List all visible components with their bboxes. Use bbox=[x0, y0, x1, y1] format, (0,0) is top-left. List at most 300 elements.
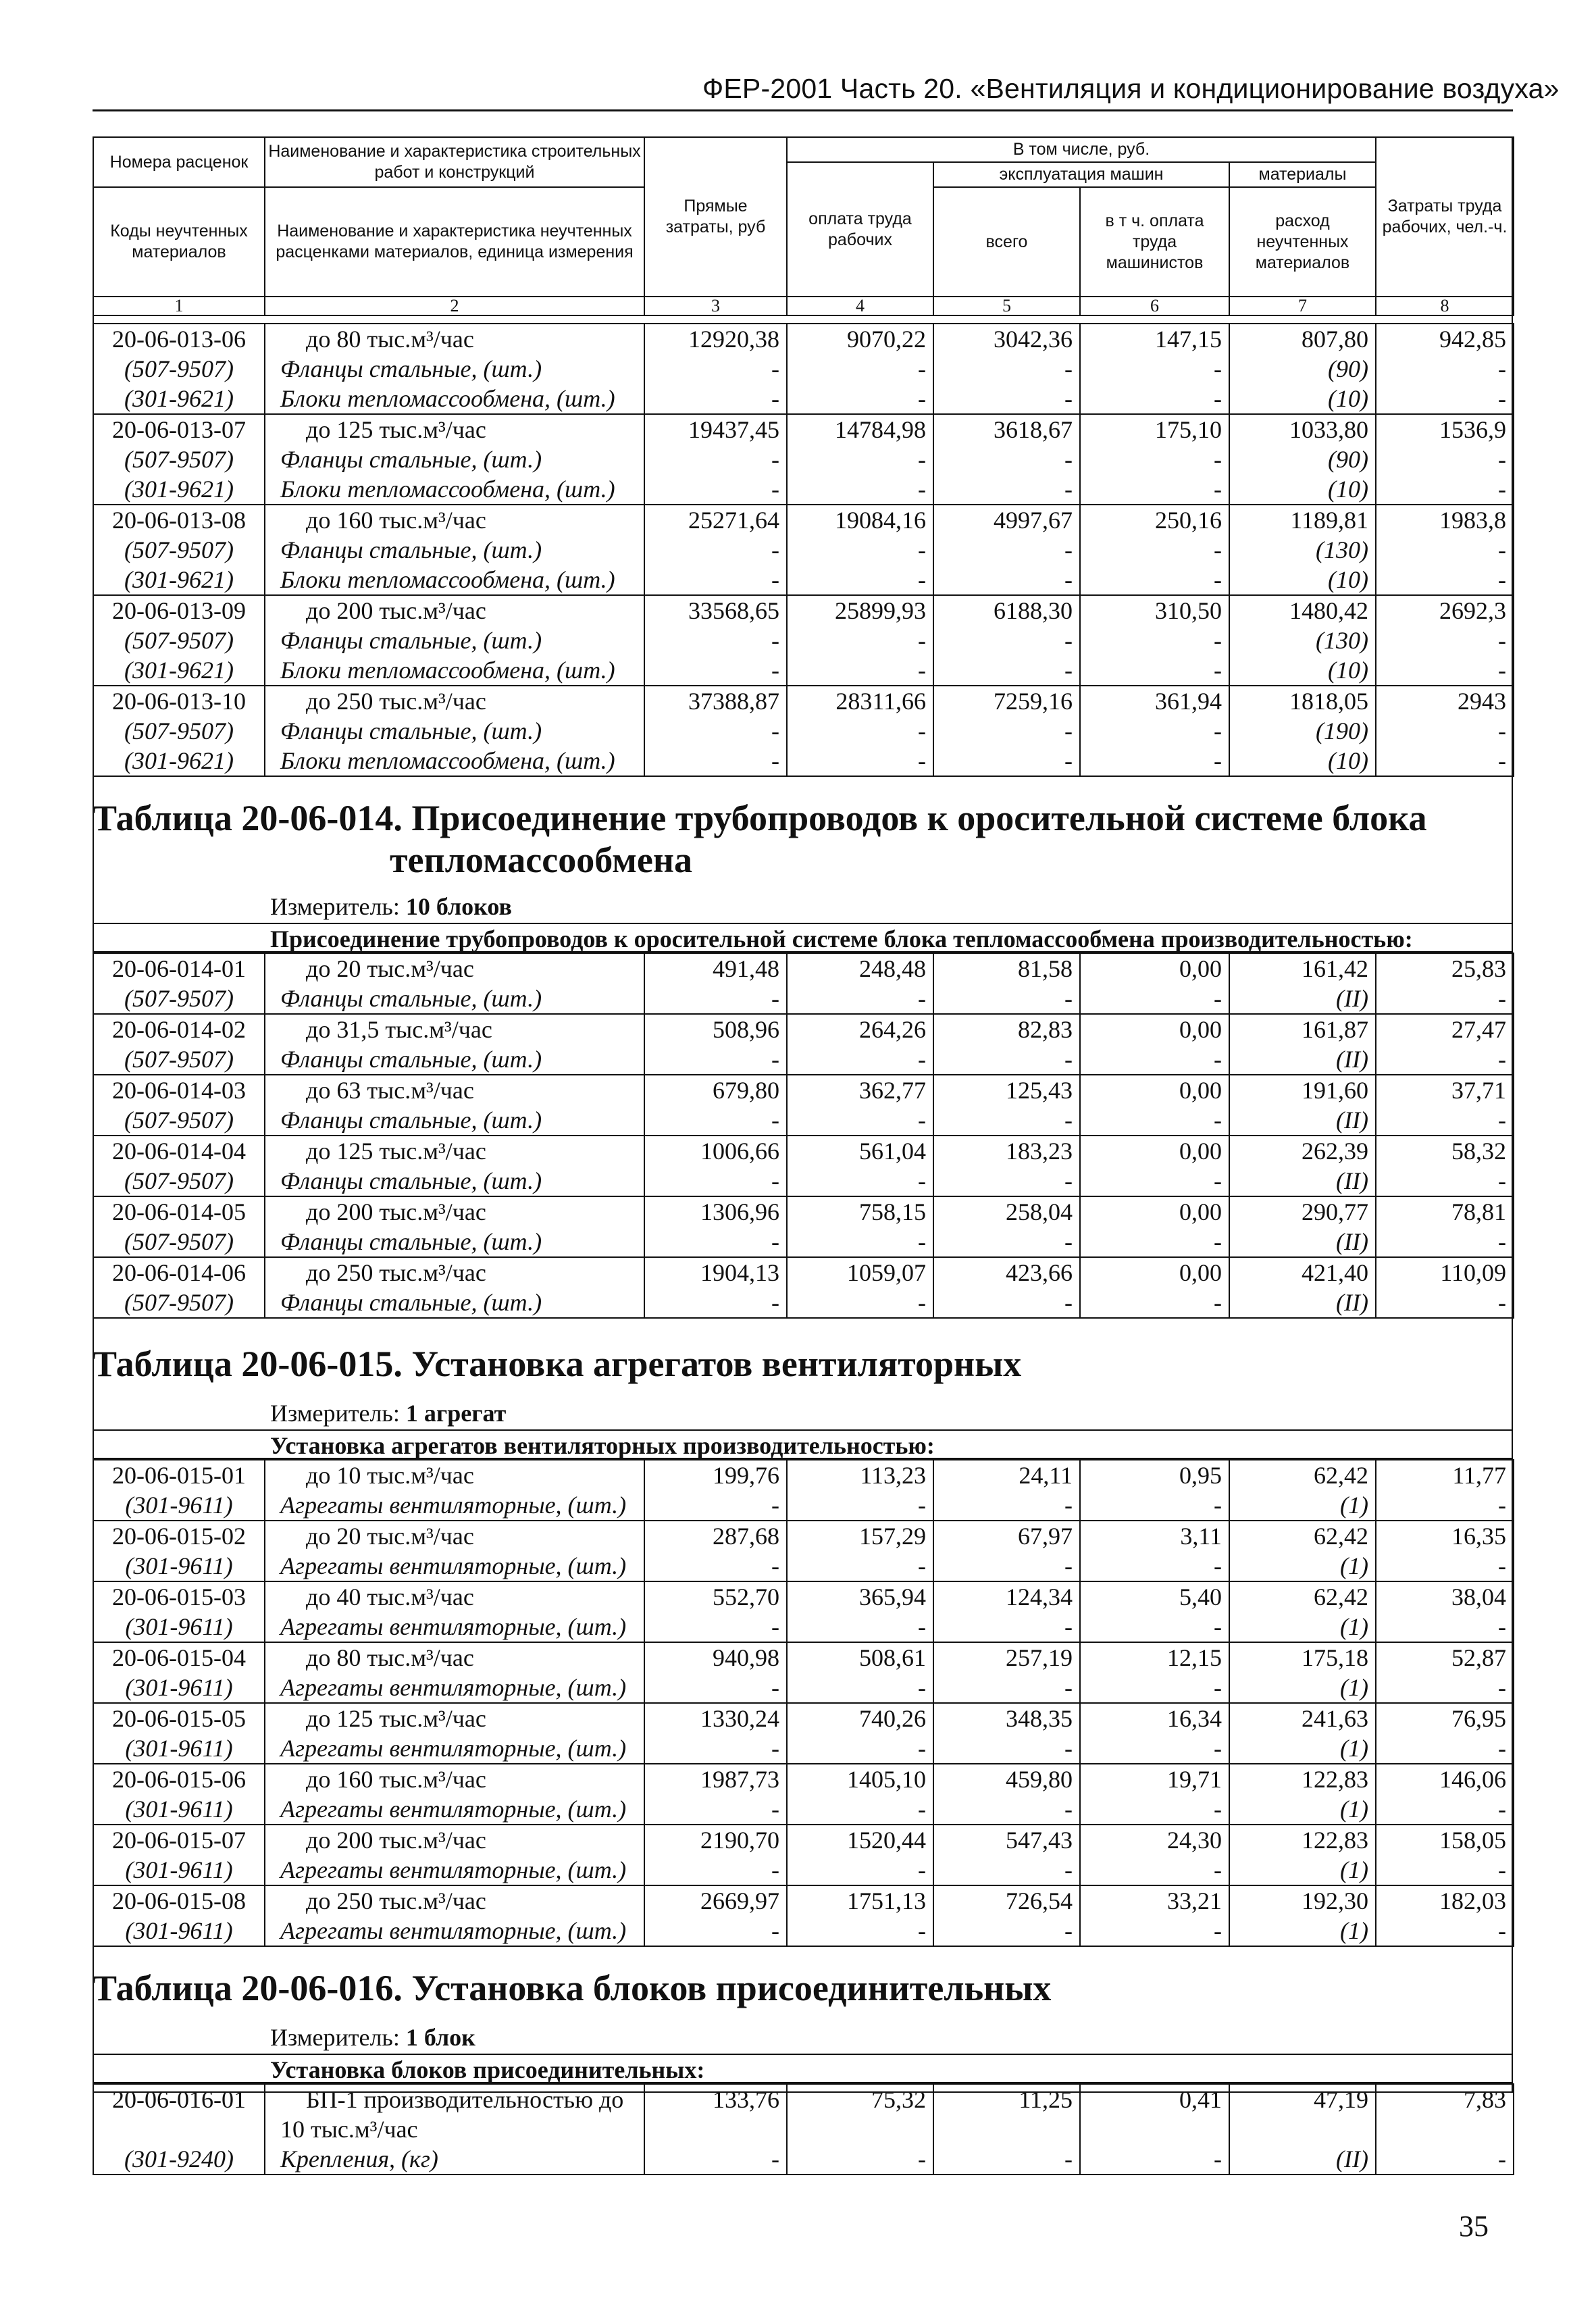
dash-cell: - bbox=[644, 1490, 787, 1521]
direct-costs-value: 552,70 bbox=[644, 1581, 787, 1612]
material-name: Фланцы стальные, (шт.) bbox=[265, 1044, 644, 1075]
machines-total-value: 423,66 bbox=[933, 1257, 1080, 1288]
materials-value: 62,42 bbox=[1229, 1521, 1376, 1551]
header-worker-pay: оплата труда рабочих bbox=[787, 162, 933, 297]
worker-pay-value: 157,29 bbox=[787, 1521, 933, 1551]
dash-cell: - bbox=[1376, 1916, 1514, 1946]
material-row bbox=[93, 1044, 1514, 1075]
dash-cell: - bbox=[787, 746, 933, 776]
material-code: (507-9507) bbox=[93, 1044, 265, 1075]
dash-cell: - bbox=[787, 1551, 933, 1581]
dash-cell: - bbox=[1080, 565, 1229, 595]
rate-code: 20-06-015-02 bbox=[93, 1521, 265, 1551]
header-machines: эксплуатация машин bbox=[933, 162, 1229, 187]
material-name: Агрегаты вентиляторные, (шт.) bbox=[265, 1794, 644, 1825]
dash-cell: - bbox=[1080, 984, 1229, 1014]
rate-row bbox=[93, 1885, 1514, 1916]
material-code: (301-9611) bbox=[93, 1855, 265, 1885]
header-unaccounted-materials: расход неучтенных материалов bbox=[1229, 187, 1376, 297]
meter-label: Измеритель: bbox=[270, 2024, 400, 2051]
material-row bbox=[93, 535, 1514, 565]
dash-cell: - bbox=[1376, 1227, 1514, 1257]
meter-label: Измеритель: bbox=[270, 1400, 400, 1427]
material-row bbox=[93, 1855, 1514, 1885]
material-row bbox=[93, 354, 1514, 384]
dash-cell: - bbox=[787, 1166, 933, 1196]
material-code: (507-9507) bbox=[93, 354, 265, 384]
material-code: (301-9611) bbox=[93, 1612, 265, 1642]
dash-cell: - bbox=[644, 1794, 787, 1825]
machines-total-value: 124,34 bbox=[933, 1581, 1080, 1612]
rate-row bbox=[93, 686, 1514, 716]
dash-cell: - bbox=[644, 2144, 787, 2175]
material-quantity: (10) bbox=[1229, 474, 1376, 505]
direct-costs-value: 1006,66 bbox=[644, 1136, 787, 1166]
dash-cell: - bbox=[644, 384, 787, 414]
dash-cell: - bbox=[933, 1166, 1080, 1196]
dash-cell: - bbox=[933, 1490, 1080, 1521]
dash-cell: - bbox=[1376, 354, 1514, 384]
direct-costs-value: 491,48 bbox=[644, 953, 787, 984]
direct-costs-value: 12920,38 bbox=[644, 324, 787, 354]
rate-code: 20-06-014-02 bbox=[93, 1014, 265, 1044]
dash-cell: - bbox=[1080, 1044, 1229, 1075]
rate-name: до 125 тыс.м³/час bbox=[265, 1136, 644, 1166]
worker-pay-value: 25899,93 bbox=[787, 595, 933, 626]
material-row bbox=[93, 444, 1514, 474]
header-labor-costs: Затраты труда рабочих, чел.-ч. bbox=[1376, 137, 1514, 297]
dash-cell: - bbox=[787, 1855, 933, 1885]
dash-cell: - bbox=[1080, 1166, 1229, 1196]
rate-code: 20-06-014-04 bbox=[93, 1136, 265, 1166]
materials-value: 262,39 bbox=[1229, 1136, 1376, 1166]
material-code: (301-9611) bbox=[93, 1794, 265, 1825]
operator-pay-value: 0,41 bbox=[1080, 2084, 1229, 2114]
dash-cell: - bbox=[644, 655, 787, 686]
material-row bbox=[93, 1794, 1514, 1825]
dash-cell: - bbox=[933, 535, 1080, 565]
labor-costs-value: 16,35 bbox=[1376, 1521, 1514, 1551]
column-header bbox=[93, 136, 1514, 316]
labor-costs-value: 25,83 bbox=[1376, 953, 1514, 984]
rate-name: до 80 тыс.м³/час bbox=[265, 324, 644, 354]
dash-cell: - bbox=[644, 474, 787, 505]
labor-costs-value: 1983,8 bbox=[1376, 505, 1514, 535]
worker-pay-value: 1059,07 bbox=[787, 1257, 933, 1288]
material-quantity: (II) bbox=[1229, 1166, 1376, 1196]
operator-pay-value: 147,15 bbox=[1080, 324, 1229, 354]
dash-cell: - bbox=[1376, 1612, 1514, 1642]
dash-cell: - bbox=[644, 1916, 787, 1946]
material-name: Фланцы стальные, (шт.) bbox=[265, 626, 644, 655]
meter-015 bbox=[270, 1400, 506, 1427]
operator-pay-value: 310,50 bbox=[1080, 595, 1229, 626]
section-heading-015 bbox=[93, 1429, 1513, 1459]
material-quantity: (1) bbox=[1229, 1612, 1376, 1642]
dash-cell: - bbox=[1376, 384, 1514, 414]
worker-pay-value: 561,04 bbox=[787, 1136, 933, 1166]
dash-cell: - bbox=[1080, 2144, 1229, 2175]
material-row bbox=[93, 984, 1514, 1014]
material-code: (301-9621) bbox=[93, 655, 265, 686]
dash-cell: - bbox=[644, 1551, 787, 1581]
dash-cell: - bbox=[787, 1673, 933, 1703]
dash-cell: - bbox=[1376, 1288, 1514, 1318]
operator-pay-value: 175,10 bbox=[1080, 414, 1229, 444]
material-quantity: (1) bbox=[1229, 1855, 1376, 1885]
material-quantity: (II) bbox=[1229, 1044, 1376, 1075]
header-operator-pay: в т ч. оплата труда машинистов bbox=[1080, 187, 1229, 297]
material-row bbox=[93, 1490, 1514, 1521]
machines-total-value: 81,58 bbox=[933, 953, 1080, 984]
material-quantity: (1) bbox=[1229, 1733, 1376, 1764]
dash-cell: - bbox=[644, 565, 787, 595]
table-title-line: тепломассообмена bbox=[390, 840, 693, 880]
direct-costs-value: 133,76 bbox=[644, 2084, 787, 2114]
rate-row bbox=[93, 414, 1514, 444]
rate-code: 20-06-015-05 bbox=[93, 1703, 265, 1733]
material-quantity: (130) bbox=[1229, 535, 1376, 565]
dash-cell: - bbox=[1376, 716, 1514, 746]
rate-row-continuation bbox=[93, 2114, 1514, 2144]
rate-row bbox=[93, 324, 1514, 354]
dash-cell: - bbox=[1080, 746, 1229, 776]
material-name: Агрегаты вентиляторные, (шт.) bbox=[265, 1673, 644, 1703]
rate-row bbox=[93, 1581, 1514, 1612]
table-20-06-014-rows bbox=[93, 952, 1514, 1319]
dash-cell: - bbox=[1376, 474, 1514, 505]
dash-cell: - bbox=[644, 444, 787, 474]
material-name: Агрегаты вентиляторные, (шт.) bbox=[265, 1733, 644, 1764]
dash-cell: - bbox=[933, 716, 1080, 746]
dash-cell: - bbox=[787, 1612, 933, 1642]
dash-cell: - bbox=[1080, 1794, 1229, 1825]
material-row bbox=[93, 1166, 1514, 1196]
material-code: (507-9507) bbox=[93, 1166, 265, 1196]
dash-cell: - bbox=[787, 655, 933, 686]
dash-cell: - bbox=[787, 354, 933, 384]
operator-pay-value: 5,40 bbox=[1080, 1581, 1229, 1612]
dash-cell: - bbox=[644, 1612, 787, 1642]
dash-cell: - bbox=[644, 1673, 787, 1703]
material-quantity: (II) bbox=[1229, 1288, 1376, 1318]
dash-cell: - bbox=[1080, 626, 1229, 655]
material-row bbox=[93, 716, 1514, 746]
section-heading-016 bbox=[93, 2054, 1513, 2083]
dash-cell: - bbox=[644, 1105, 787, 1136]
dash-cell: - bbox=[787, 1916, 933, 1946]
rate-code: 20-06-013-08 bbox=[93, 505, 265, 535]
table-title-line: Таблица 20-06-015. Установка агрегатов вентиляторных bbox=[93, 1344, 1022, 1384]
dash-cell: - bbox=[933, 354, 1080, 384]
direct-costs-value: 25271,64 bbox=[644, 505, 787, 535]
direct-costs-value: 1330,24 bbox=[644, 1703, 787, 1733]
rate-code: 20-06-015-04 bbox=[93, 1642, 265, 1673]
dash-cell: - bbox=[1376, 655, 1514, 686]
dash-cell: - bbox=[644, 1855, 787, 1885]
col-number: 4 bbox=[787, 297, 933, 315]
dash-cell: - bbox=[1376, 1490, 1514, 1521]
direct-costs-value: 1904,13 bbox=[644, 1257, 787, 1288]
dash-cell: - bbox=[933, 1733, 1080, 1764]
dash-cell: - bbox=[644, 535, 787, 565]
dash-cell: - bbox=[1376, 444, 1514, 474]
material-quantity: (130) bbox=[1229, 626, 1376, 655]
rate-row bbox=[93, 1825, 1514, 1855]
dash-cell: - bbox=[1080, 535, 1229, 565]
worker-pay-value: 9070,22 bbox=[787, 324, 933, 354]
operator-pay-value: 250,16 bbox=[1080, 505, 1229, 535]
rate-name: до 125 тыс.м³/час bbox=[265, 1703, 644, 1733]
material-quantity: (190) bbox=[1229, 716, 1376, 746]
material-row bbox=[93, 565, 1514, 595]
direct-costs-value: 287,68 bbox=[644, 1521, 787, 1551]
section-heading-014 bbox=[93, 923, 1513, 952]
dash-cell: - bbox=[787, 984, 933, 1014]
operator-pay-value: 361,94 bbox=[1080, 686, 1229, 716]
rate-row bbox=[93, 1521, 1514, 1551]
rate-row bbox=[93, 505, 1514, 535]
worker-pay-value: 362,77 bbox=[787, 1075, 933, 1105]
operator-pay-value: 24,30 bbox=[1080, 1825, 1229, 1855]
material-code: (301-9611) bbox=[93, 1916, 265, 1946]
table-title-014 bbox=[93, 797, 1426, 881]
rate-code: 20-06-014-03 bbox=[93, 1075, 265, 1105]
direct-costs-value: 1987,73 bbox=[644, 1764, 787, 1794]
dash-cell: - bbox=[787, 535, 933, 565]
machines-total-value: 726,54 bbox=[933, 1885, 1080, 1916]
machines-total-value: 3618,67 bbox=[933, 414, 1080, 444]
dash-cell: - bbox=[787, 384, 933, 414]
machines-total-value: 258,04 bbox=[933, 1196, 1080, 1227]
rate-name: до 250 тыс.м³/час bbox=[265, 1885, 644, 1916]
labor-costs-value: 158,05 bbox=[1376, 1825, 1514, 1855]
col-number: 8 bbox=[1376, 297, 1514, 315]
operator-pay-value: 16,34 bbox=[1080, 1703, 1229, 1733]
materials-value: 161,42 bbox=[1229, 953, 1376, 984]
header-material-names: Наименование и характеристика неучтенных расценками материалов, единица измерения bbox=[265, 187, 644, 297]
meter-value: 10 блоков bbox=[405, 893, 512, 920]
material-quantity: (II) bbox=[1229, 1105, 1376, 1136]
header-including: В том числе, руб. bbox=[787, 137, 1376, 162]
rate-code: 20-06-014-05 bbox=[93, 1196, 265, 1227]
rate-name: до 250 тыс.м³/час bbox=[265, 1257, 644, 1288]
rate-name: до 125 тыс.м³/час bbox=[265, 414, 644, 444]
operator-pay-value: 19,71 bbox=[1080, 1764, 1229, 1794]
direct-costs-value: 33568,65 bbox=[644, 595, 787, 626]
rate-code: 20-06-016-01 bbox=[93, 2084, 265, 2114]
dash-cell: - bbox=[1080, 1105, 1229, 1136]
rate-name: БП-1 производительностью до bbox=[265, 2084, 644, 2114]
dash-cell: - bbox=[1080, 1612, 1229, 1642]
direct-costs-value: 37388,87 bbox=[644, 686, 787, 716]
dash-cell: - bbox=[1376, 1673, 1514, 1703]
labor-costs-value: 1536,9 bbox=[1376, 414, 1514, 444]
labor-costs-value: 11,77 bbox=[1376, 1460, 1514, 1490]
rate-name: до 200 тыс.м³/час bbox=[265, 1825, 644, 1855]
dash-cell: - bbox=[1080, 354, 1229, 384]
material-name: Фланцы стальные, (шт.) bbox=[265, 1166, 644, 1196]
operator-pay-value: 0,00 bbox=[1080, 953, 1229, 984]
dash-cell: - bbox=[1376, 1551, 1514, 1581]
worker-pay-value: 758,15 bbox=[787, 1196, 933, 1227]
material-code: (301-9611) bbox=[93, 1490, 265, 1521]
dash-cell: - bbox=[1080, 1288, 1229, 1318]
rate-row bbox=[93, 1196, 1514, 1227]
rate-name: до 31,5 тыс.м³/час bbox=[265, 1014, 644, 1044]
meter-016 bbox=[270, 2024, 475, 2051]
rate-name: до 10 тыс.м³/час bbox=[265, 1460, 644, 1490]
header-rule bbox=[93, 109, 1513, 111]
material-quantity: (1) bbox=[1229, 1794, 1376, 1825]
material-row bbox=[93, 1733, 1514, 1764]
material-quantity: (90) bbox=[1229, 354, 1376, 384]
rate-name: до 63 тыс.м³/час bbox=[265, 1075, 644, 1105]
materials-value: 191,60 bbox=[1229, 1075, 1376, 1105]
col-number: 2 bbox=[265, 297, 644, 315]
rate-row bbox=[93, 1703, 1514, 1733]
direct-costs-value: 508,96 bbox=[644, 1014, 787, 1044]
labor-costs-value: 110,09 bbox=[1376, 1257, 1514, 1288]
dash-cell: - bbox=[644, 984, 787, 1014]
dash-cell: - bbox=[1376, 1855, 1514, 1885]
worker-pay-value: 1751,13 bbox=[787, 1885, 933, 1916]
material-name: Фланцы стальные, (шт.) bbox=[265, 444, 644, 474]
table-title-016 bbox=[93, 1967, 1051, 2009]
dash-cell: - bbox=[1376, 1105, 1514, 1136]
labor-costs-value: 2943 bbox=[1376, 686, 1514, 716]
material-name: Агрегаты вентиляторные, (шт.) bbox=[265, 1490, 644, 1521]
dash-cell: - bbox=[933, 1916, 1080, 1946]
worker-pay-value: 1405,10 bbox=[787, 1764, 933, 1794]
material-row bbox=[93, 1612, 1514, 1642]
dash-cell: - bbox=[787, 1105, 933, 1136]
material-row bbox=[93, 626, 1514, 655]
materials-value: 1480,42 bbox=[1229, 595, 1376, 626]
header-rate-numbers: Номера расценок bbox=[93, 137, 265, 187]
dash-cell: - bbox=[1080, 384, 1229, 414]
dash-cell: - bbox=[1376, 984, 1514, 1014]
worker-pay-value: 113,23 bbox=[787, 1460, 933, 1490]
material-row bbox=[93, 1673, 1514, 1703]
material-row bbox=[93, 655, 1514, 686]
material-quantity: (II) bbox=[1229, 984, 1376, 1014]
worker-pay-value: 75,32 bbox=[787, 2084, 933, 2114]
material-row bbox=[93, 1551, 1514, 1581]
dash-cell: - bbox=[933, 1794, 1080, 1825]
operator-pay-value: 0,00 bbox=[1080, 1075, 1229, 1105]
dash-cell: - bbox=[1376, 746, 1514, 776]
material-quantity: (II) bbox=[1229, 2144, 1376, 2175]
col-number: 6 bbox=[1080, 297, 1229, 315]
material-name: Фланцы стальные, (шт.) bbox=[265, 1288, 644, 1318]
dash-cell: - bbox=[644, 1288, 787, 1318]
labor-costs-value: 76,95 bbox=[1376, 1703, 1514, 1733]
table-20-06-015-rows bbox=[93, 1459, 1514, 1947]
dash-cell: - bbox=[933, 1227, 1080, 1257]
material-code: (507-9507) bbox=[93, 626, 265, 655]
operator-pay-value: 0,00 bbox=[1080, 1257, 1229, 1288]
rate-name: до 20 тыс.м³/час bbox=[265, 953, 644, 984]
rate-row bbox=[93, 1257, 1514, 1288]
machines-total-value: 257,19 bbox=[933, 1642, 1080, 1673]
dash-cell: - bbox=[1376, 535, 1514, 565]
material-quantity: (1) bbox=[1229, 1916, 1376, 1946]
worker-pay-value: 19084,16 bbox=[787, 505, 933, 535]
material-row bbox=[93, 746, 1514, 776]
rate-row bbox=[93, 953, 1514, 984]
machines-total-value: 183,23 bbox=[933, 1136, 1080, 1166]
col-number: 5 bbox=[933, 297, 1080, 315]
material-name: Агрегаты вентиляторные, (шт.) bbox=[265, 1612, 644, 1642]
labor-costs-value: 146,06 bbox=[1376, 1764, 1514, 1794]
machines-total-value: 547,43 bbox=[933, 1825, 1080, 1855]
meter-014 bbox=[270, 893, 512, 920]
table-20-06-016-rows bbox=[93, 2083, 1514, 2175]
materials-value: 62,42 bbox=[1229, 1581, 1376, 1612]
col-number: 7 bbox=[1229, 297, 1376, 315]
rate-row bbox=[93, 1764, 1514, 1794]
machines-total-value: 125,43 bbox=[933, 1075, 1080, 1105]
worker-pay-value: 264,26 bbox=[787, 1014, 933, 1044]
labor-costs-value: 52,87 bbox=[1376, 1642, 1514, 1673]
worker-pay-value: 14784,98 bbox=[787, 414, 933, 444]
rate-name: до 160 тыс.м³/час bbox=[265, 505, 644, 535]
material-name: Блоки тепломассообмена, (шт.) bbox=[265, 655, 644, 686]
material-quantity: (10) bbox=[1229, 384, 1376, 414]
dash-cell: - bbox=[933, 1105, 1080, 1136]
meter-value: 1 агрегат bbox=[405, 1400, 507, 1427]
machines-total-value: 6188,30 bbox=[933, 595, 1080, 626]
material-code: (301-9611) bbox=[93, 1551, 265, 1581]
rate-row bbox=[93, 595, 1514, 626]
header-machines-total: всего bbox=[933, 187, 1080, 297]
material-quantity: (II) bbox=[1229, 1227, 1376, 1257]
material-name: Блоки тепломассообмена, (шт.) bbox=[265, 565, 644, 595]
materials-value: 1189,81 bbox=[1229, 505, 1376, 535]
dash-cell: - bbox=[1376, 565, 1514, 595]
machines-total-value: 7259,16 bbox=[933, 686, 1080, 716]
dash-cell: - bbox=[787, 1490, 933, 1521]
direct-costs-value: 19437,45 bbox=[644, 414, 787, 444]
rate-name: до 80 тыс.м³/час bbox=[265, 1642, 644, 1673]
operator-pay-value: 0,00 bbox=[1080, 1014, 1229, 1044]
material-name: Крепления, (кг) bbox=[265, 2144, 644, 2175]
labor-costs-value: 78,81 bbox=[1376, 1196, 1514, 1227]
table-title-line: Таблица 20-06-014. Присоединение трубопроводов к оросительной системе блока bbox=[93, 798, 1427, 838]
labor-costs-value: 27,47 bbox=[1376, 1014, 1514, 1044]
rate-code: 20-06-015-01 bbox=[93, 1460, 265, 1490]
machines-total-value: 459,80 bbox=[933, 1764, 1080, 1794]
meter-value: 1 блок bbox=[405, 2024, 475, 2051]
dash-cell: - bbox=[1376, 1794, 1514, 1825]
machines-total-value: 3042,36 bbox=[933, 324, 1080, 354]
rate-code: 20-06-013-07 bbox=[93, 414, 265, 444]
col-number: 1 bbox=[93, 297, 265, 315]
labor-costs-value: 2692,3 bbox=[1376, 595, 1514, 626]
rate-code: 20-06-015-06 bbox=[93, 1764, 265, 1794]
materials-value: 122,83 bbox=[1229, 1825, 1376, 1855]
dash-cell: - bbox=[1080, 444, 1229, 474]
material-row bbox=[93, 1288, 1514, 1318]
material-row bbox=[93, 1916, 1514, 1946]
rate-code: 20-06-015-08 bbox=[93, 1885, 265, 1916]
material-code: (301-9621) bbox=[93, 746, 265, 776]
material-name: Фланцы стальные, (шт.) bbox=[265, 984, 644, 1014]
material-name: Блоки тепломассообмена, (шт.) bbox=[265, 384, 644, 414]
rate-name: до 40 тыс.м³/час bbox=[265, 1581, 644, 1612]
header-work-name: Наименование и характеристика строительных работ и конструкций bbox=[265, 137, 644, 187]
